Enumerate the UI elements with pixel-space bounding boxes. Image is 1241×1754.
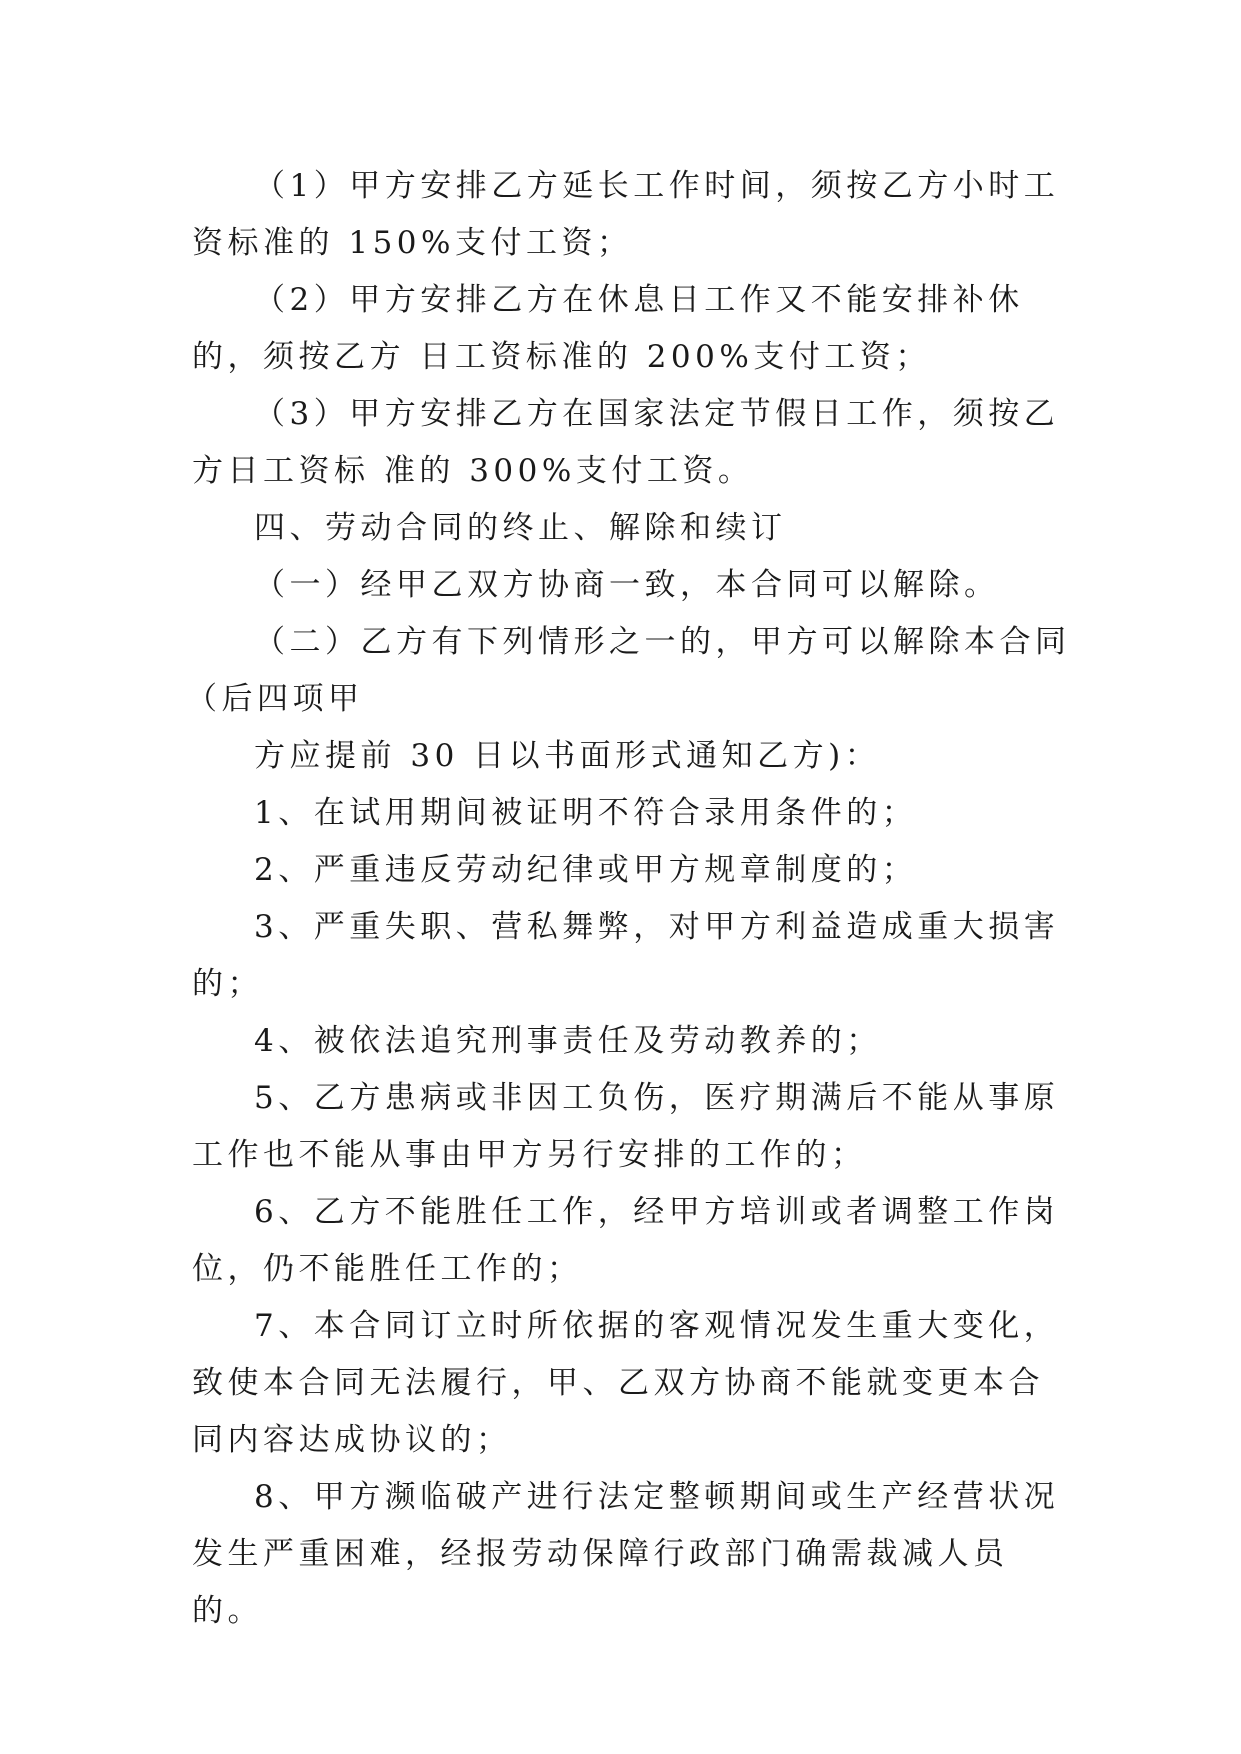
list-item-1: 1、在试用期间被证明不符合录用条件的； xyxy=(254,795,918,831)
list-item-5: 5、乙方患病或非因工负伤，医疗期满后不能从事原工作也不能从事由甲方另行安排的工作的； xyxy=(192,1080,1060,1173)
paragraph-termination-note-b: 方应提前 30 日以书面形式通知乙方)： xyxy=(254,738,881,774)
paragraph-overtime-rule-3: （3）甲方安排乙方在国家法定节假日工作，须按乙方日工资标 准的 300%支付工资。 xyxy=(192,396,1060,489)
list-item-4: 4、被依法追究刑事责任及劳动教养的； xyxy=(254,1023,882,1059)
list-item-2: 2、严重违反劳动纪律或甲方规章制度的； xyxy=(254,852,918,888)
document-body xyxy=(186,158,1072,1640)
list-item-6: 6、乙方不能胜任工作，经甲方培训或者调整工作岗位，仍不能胜任工作的； xyxy=(192,1194,1060,1287)
paragraph-overtime-rule-1: （1）甲方安排乙方延长工作时间，须按乙方小时工资标准的 150%支付工资； xyxy=(192,168,1060,261)
list-item-3: 3、严重失职、营私舞弊，对甲方利益造成重大损害的； xyxy=(192,909,1060,1002)
paragraph-overtime-rule-2: （2）甲方安排乙方在休息日工作又不能安排补休的，须按乙方 日工资标准的 200%支付工资； xyxy=(192,282,1024,375)
paragraph-mutual-termination: （一）经甲乙双方协商一致，本合同可以解除。 xyxy=(254,567,1000,603)
paragraph-termination-conditions: （二）乙方有下列情形之一的，甲方可以解除本合同 xyxy=(254,624,1071,660)
paragraph-termination-note-a: （后四项甲 xyxy=(186,681,364,717)
list-item-7: 7、本合同订立时所依据的客观情况发生重大变化，致使本合同无法履行，甲、乙双方协商不能就变更本合同内容达成协议的； xyxy=(192,1308,1060,1458)
list-item-8: 8、甲方濒临破产进行法定整顿期间或生产经营状况发生严重困难，经报劳动保障行政部门确需裁减人员的。 xyxy=(192,1479,1060,1629)
section-heading-termination: 四、劳动合同的终止、解除和续订 xyxy=(254,510,787,546)
